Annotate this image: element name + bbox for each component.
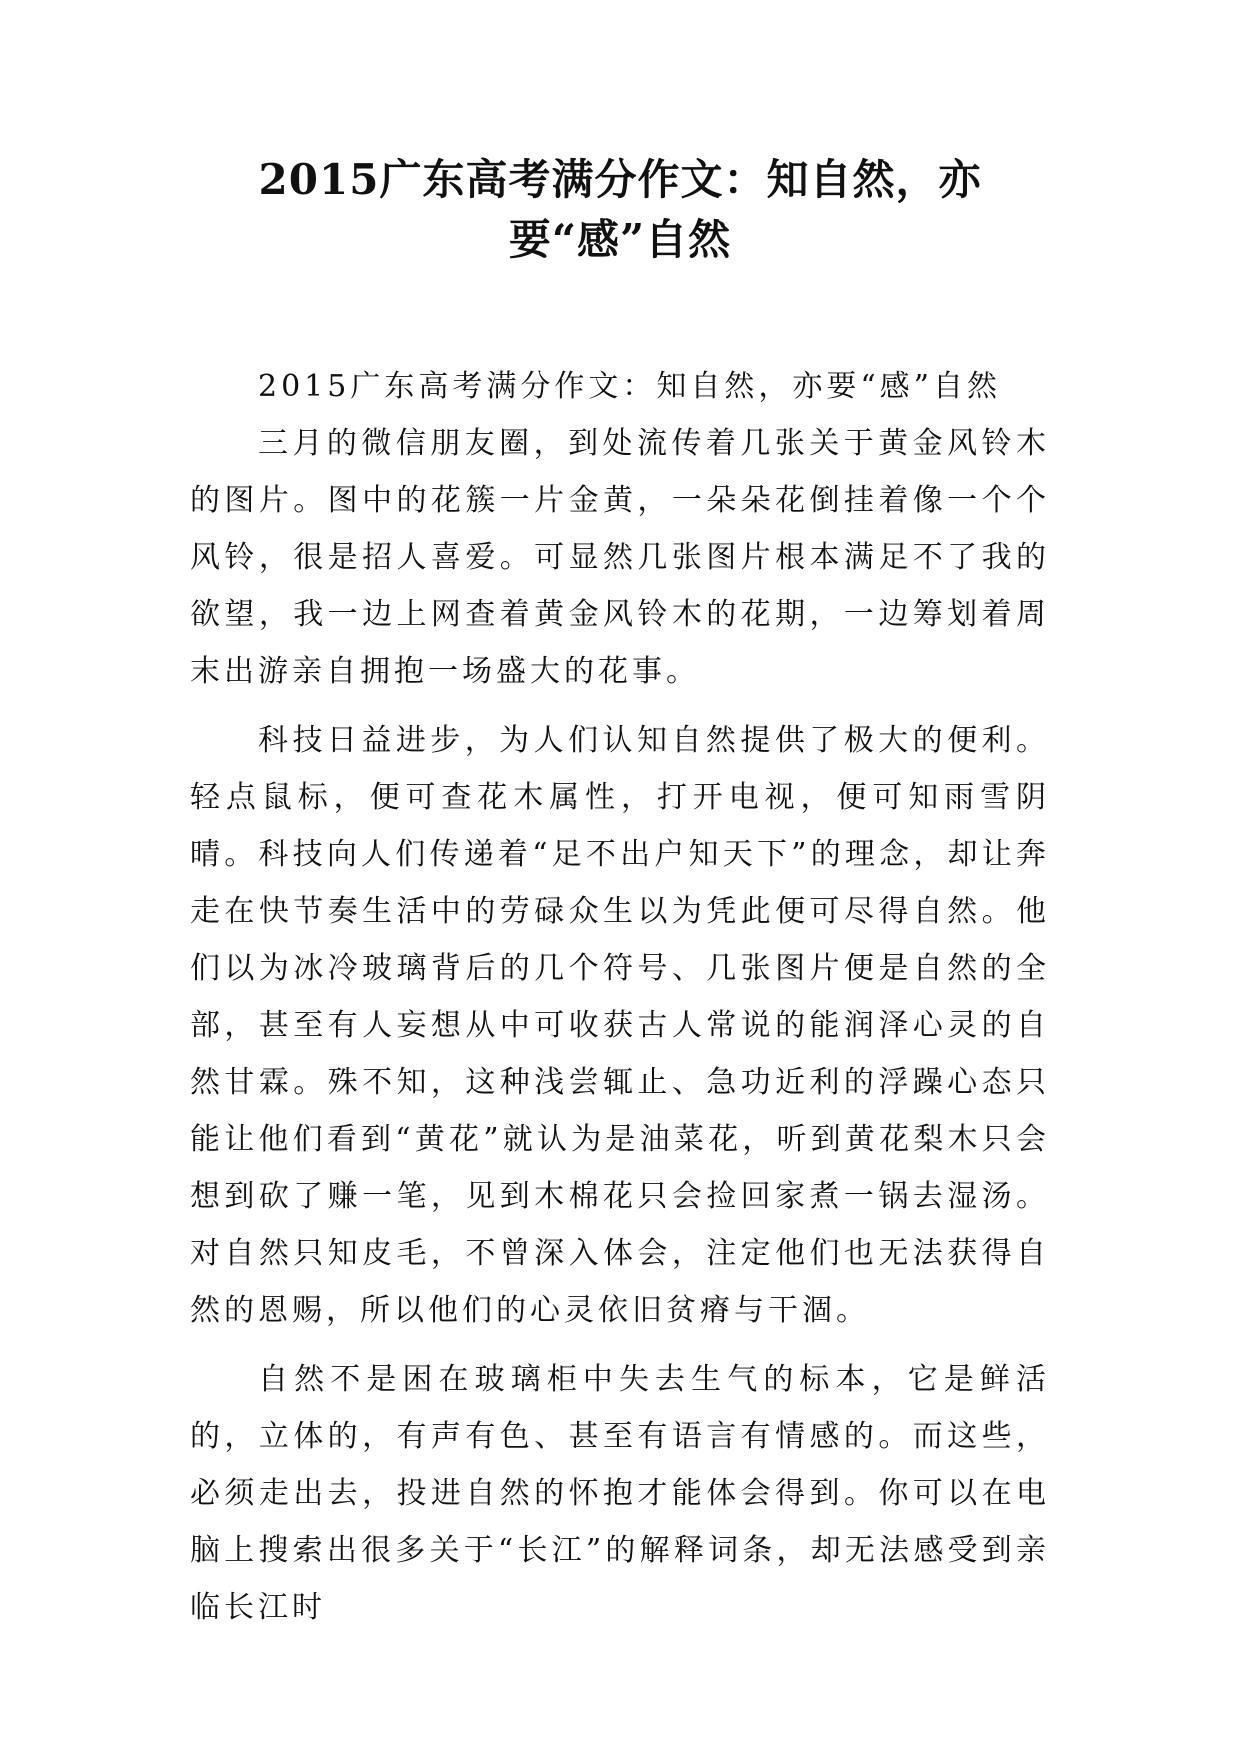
paragraph-repeated-title: 2015广东高考满分作文：知自然，亦要“感”自然 xyxy=(258,369,1002,404)
document-title: 2015广东高考满分作文：知自然，亦要“感”自然 xyxy=(258,155,982,264)
paragraph-living-nature: 自然不是困在玻璃柜中失去生气的标本，它是鲜活的，立体的，有声有色、甚至有语言有情感的。而这些，必须走出去，投进自然的怀抱才能体会得到。你可以在电脑上搜索出很多关于“长江”的解释词条，却无法感受到亲临长江时 xyxy=(190,1362,1050,1625)
paragraph-golden-bell-tree: 三月的微信朋友圈，到处流传着几张关于黄金风铃木的图片。图中的花簇一片金黄，一朵朵花倒挂着像一个个风铃，很是招人喜爱。可显然几张图片根本满足不了我的欲望，我一边上网查着黄金风铃木的花期，一边筹划着周末出游亲自拥抱一场盛大的花事。 xyxy=(190,426,1050,689)
document-body xyxy=(190,358,1050,1636)
paragraph-technology-and-nature: 科技日益进步，为人们认知自然提供了极大的便利。轻点鼠标，便可查花木属性，打开电视，便可知雨雪阴晴。科技向人们传递着“足不出户知天下”的理念，却让奔走在快节奏生活中的劳碌众生以为凭此便可尽得自然。他们以为冰冷玻璃背后的几个符号、几张图片便是自然的全部，甚至有人妄想从中可收获古人常说的能润泽心灵的自然甘霖。殊不知，这种浅尝辄止、急功近利的浮躁心态只能让他们看到“黄花”就认为是油菜花，听到黄花梨木只会想到砍了赚一笔，见到木棉花只会捡回家煮一锅去湿汤。对自然只知皮毛，不曾深入体会，注定他们也无法获得自然的恩赐，所以他们的心灵依旧贫瘠与干涸。 xyxy=(190,723,1050,1328)
